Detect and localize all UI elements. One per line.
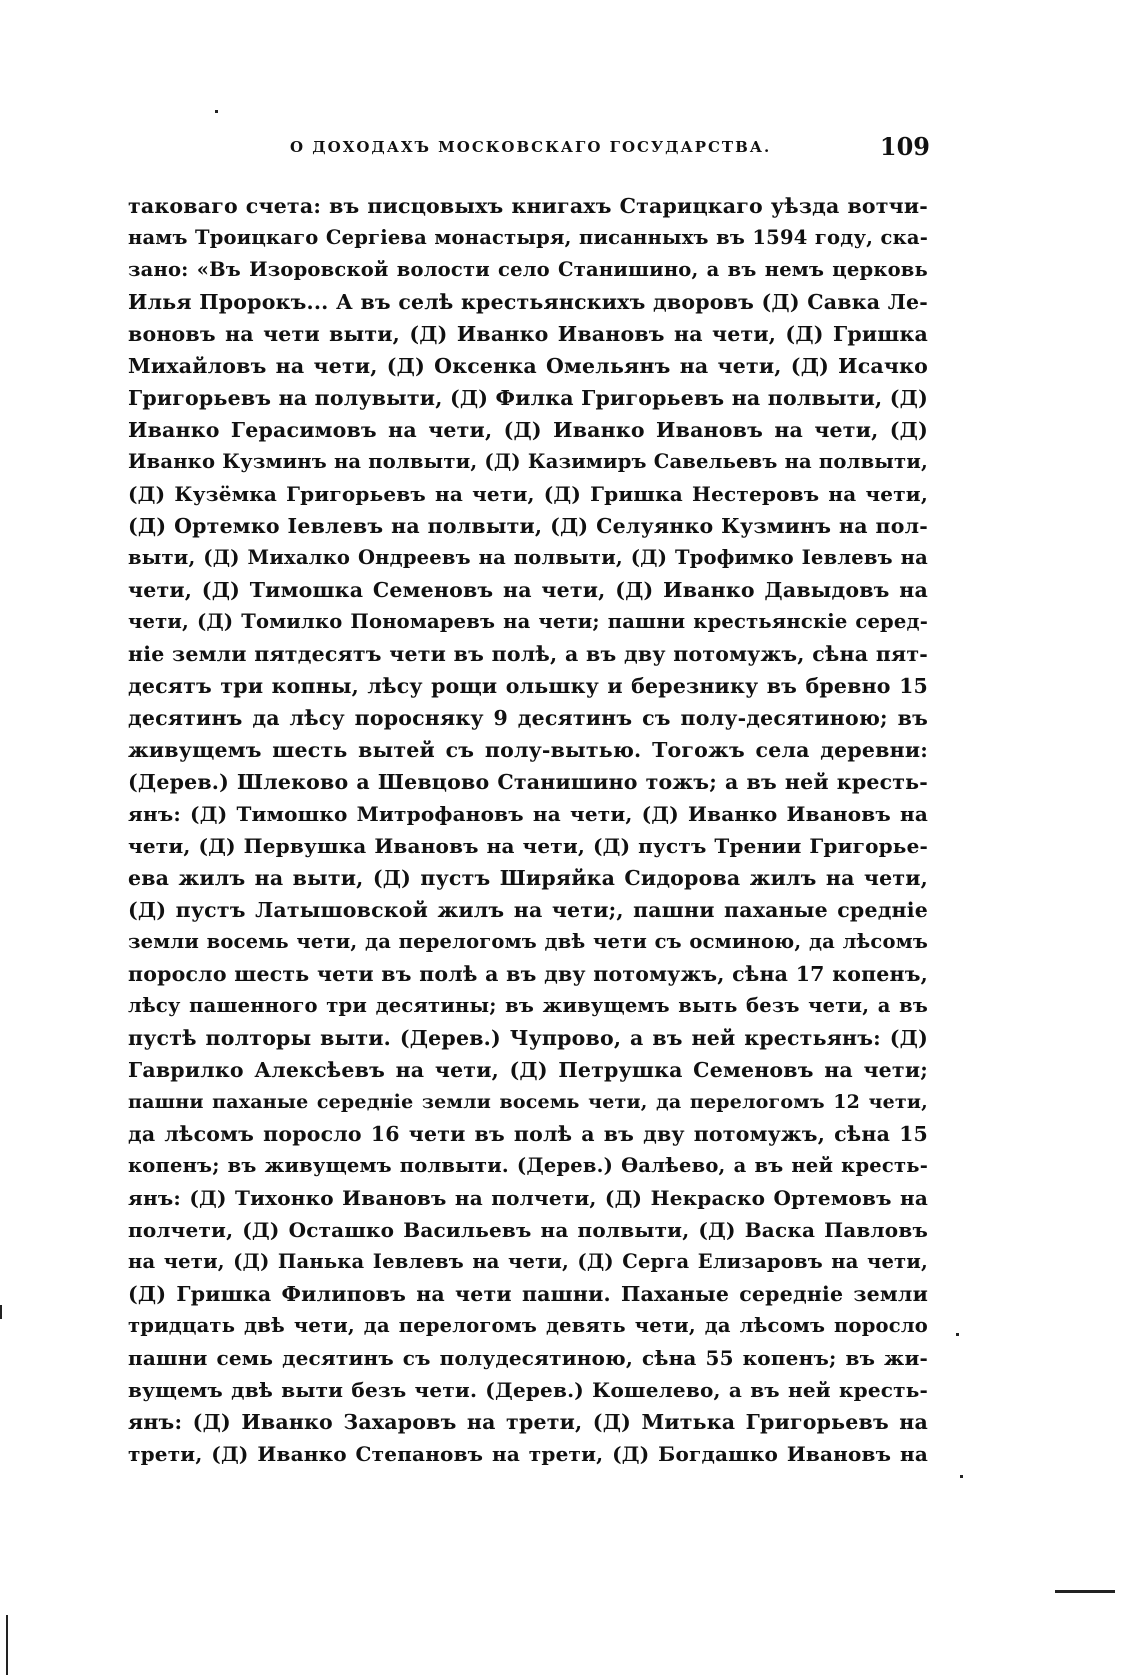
running-head: О ДОХОДАХЪ МОСКОВСКАГО ГОСУДАРСТВА. [290, 138, 772, 156]
text-line: чети, (Д) Тимошка Семеновъ на чети, (Д) Иванко Давыдовъ на [128, 578, 928, 602]
scan-speck [956, 1333, 959, 1336]
text-line: Григорьевъ на полувыти, (Д) Филка Григорьевъ на полвыти, (Д) [128, 386, 928, 410]
text-line: Гаврилко Алексѣевъ на чети, (Д) Петрушка Семеновъ на чети; [128, 1058, 928, 1082]
text-line: копенъ; въ живущемъ полвыти. (Дерев.) Өалѣево, а въ ней кресть- [128, 1154, 928, 1177]
text-line: земли восемь чети, да перелогомъ двѣ чети съ осминою, да лѣсомъ [128, 930, 928, 953]
text-line: Михайловъ на чети, (Д) Оксенка Омельянъ на чети, (Д) Исачко [128, 354, 928, 378]
text-line: (Д) Гришка Филиповъ на чети пашни. Паханые середніе земли [128, 1282, 928, 1306]
text-line: янъ: (Д) Иванко Захаровъ на трети, (Д) Митька Григорьевъ на [128, 1410, 928, 1434]
scan-speck [215, 110, 218, 113]
text-line: живущемъ шесть вытей съ полу-вытью. Тогожъ села деревни: [128, 738, 928, 762]
text-line: ева жилъ на выти, (Д) пустъ Ширяйка Сидорова жилъ на чети, [128, 866, 928, 890]
text-line: десятинъ да лѣсу поросняку 9 десятинъ съ полу-десятиною; въ [128, 706, 928, 730]
text-line: полчети, (Д) Осташко Васильевъ на полвыти, (Д) Васка Павловъ [128, 1218, 928, 1242]
text-line: на чети, (Д) Панька Іевлевъ на чети, (Д) Серга Елизаровъ на чети, [128, 1250, 928, 1273]
text-line: янъ: (Д) Тимошко Митрофановъ на чети, (Д) Иванко Ивановъ на [128, 802, 928, 826]
text-line: Иванко Герасимовъ на чети, (Д) Иванко Ивановъ на чети, (Д) [128, 418, 928, 442]
page-header [290, 132, 930, 168]
text-line: (Д) Кузёмка Григорьевъ на чети, (Д) Гришка Нестеровъ на чети, [128, 482, 928, 506]
text-line: пашни паханые середніе земли восемь чети, да перелогомъ 12 чети, [128, 1091, 928, 1113]
text-line: воновъ на чети выти, (Д) Иванко Ивановъ на чети, (Д) Гришка [128, 322, 928, 346]
text-line: да лѣсомъ поросло 16 чети въ полѣ а въ дву потомужъ, сѣна 15 [128, 1122, 928, 1146]
text-line: янъ: (Д) Тихонко Ивановъ на полчети, (Д) Некраско Ортемовъ на [128, 1186, 928, 1210]
text-line: Иванко Кузминъ на полвыти, (Д) Казимиръ Савельевъ на полвыти, [128, 450, 928, 473]
body-text [128, 190, 928, 1490]
text-line: пашни семь десятинъ съ полудесятиною, сѣна 55 копенъ; въ жи- [128, 1346, 928, 1370]
text-line: вущемъ двѣ выти безъ чети. (Дерев.) Кошелево, а въ ней кресть- [128, 1378, 928, 1402]
text-line: ніе земли пятдесятъ чети въ полѣ, а въ дву потомужъ, сѣна пят- [128, 642, 928, 666]
text-line: Илья Пророкъ... А въ селѣ крестьянскихъ дворовъ (Д) Савка Ле- [128, 290, 928, 314]
text-line: поросло шесть чети въ полѣ а въ дву потомужъ, сѣна 17 копенъ, [128, 962, 928, 986]
text-line: выти, (Д) Михалко Ондреевъ на полвыти, (Д) Трофимко Іевлевъ на [128, 546, 928, 569]
text-line: тридцать двѣ чети, да перелогомъ девять чети, да лѣсомъ поросло [128, 1314, 928, 1337]
text-line: зано: «Въ Изоровской волости село Станишино, а въ немъ церковь [128, 258, 928, 281]
text-line: намъ Троицкаго Сергіева монастыря, писанныхъ въ 1594 году, ска- [128, 226, 928, 249]
text-line: (Дерев.) Шлекoво а Шевцово Станишино тожъ; а въ ней кресть- [128, 770, 928, 794]
scan-speck [1055, 1590, 1115, 1593]
text-line: трети, (Д) Иванко Степановъ на трети, (Д) Богдашко Ивановъ на [128, 1442, 928, 1466]
text-line: (Д) пустъ Латышовской жилъ на чети;, пашни паханые средніе [128, 898, 928, 922]
text-line: чети, (Д) Томилко Пономаревъ на чети; пашни крестьянскіе серед- [128, 610, 928, 633]
scan-speck [960, 1475, 963, 1478]
scan-speck [0, 1305, 2, 1319]
scan-speck [6, 1615, 8, 1675]
text-line: пустѣ полторы выти. (Дерев.) Чупрово, а въ ней крестьянъ: (Д) [128, 1026, 928, 1050]
text-line: таковаго счета: въ писцовыхъ книгахъ Старицкаго уѣзда вотчи- [128, 194, 928, 218]
page-number: 109 [879, 132, 930, 161]
text-line: (Д) Ортемко Іевлевъ на полвыти, (Д) Селуянко Кузминъ на пол- [128, 514, 928, 538]
text-line: чети, (Д) Первушка Ивановъ на чети, (Д) пустъ Трении Григорье- [128, 834, 928, 858]
text-line: лѣсу пашенного три десятины; въ живущемъ выть безъ чети, а въ [128, 994, 928, 1017]
text-line: десятъ три копны, лѣсу рощи ольшку и березнику въ бревно 15 [128, 674, 928, 698]
